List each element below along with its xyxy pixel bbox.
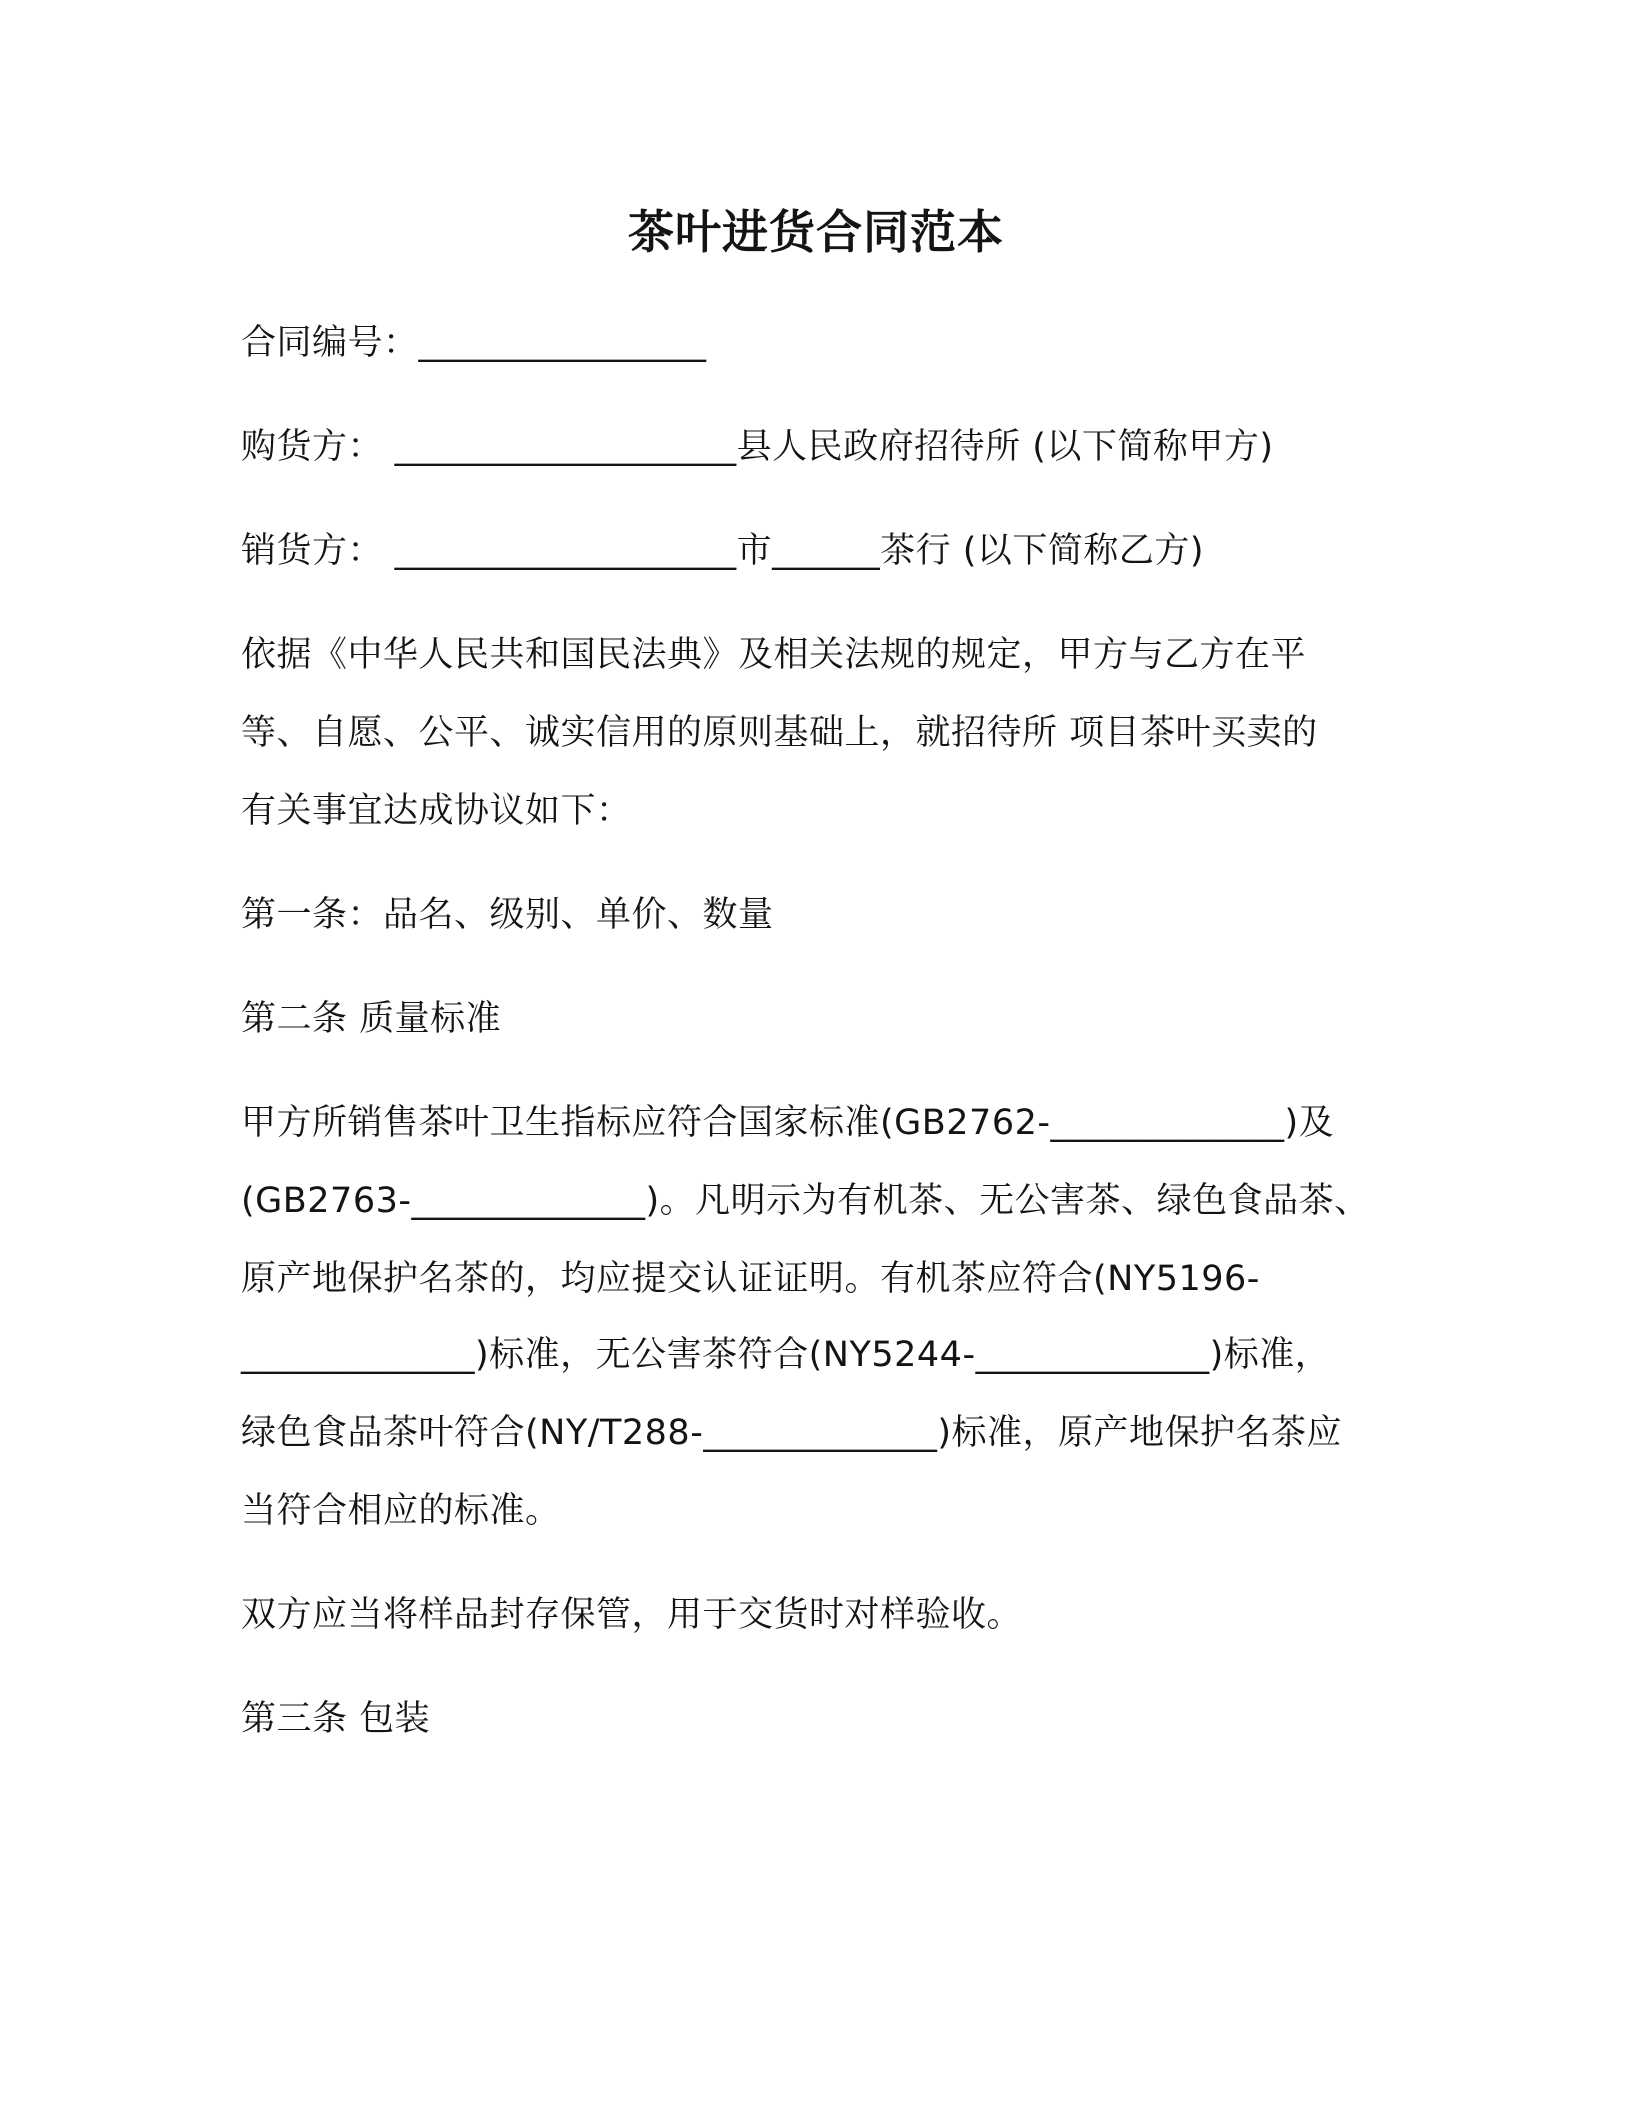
article-3-heading: 第三条 包装 — [241, 1699, 431, 1739]
article-2-heading: 第二条 质量标准 — [241, 999, 502, 1039]
preamble-line-3: 有关事宜达成协议如下： — [241, 791, 632, 831]
quality-paragraph-line-3: 原产地保护名茶的，均应提交认证证明。有机茶应符合(NY5196- — [241, 1259, 1260, 1299]
quality-paragraph-line-1: 甲方所销售茶叶卫生指标应符合国家标准(GB2762-_____________)及 — [241, 1103, 1335, 1143]
document-title: 茶叶进货合同范本 — [628, 205, 1004, 259]
article-1-heading: 第一条：品名、级别、单价、数量 — [241, 895, 774, 935]
quality-paragraph-line-6: 当符合相应的标准。 — [241, 1491, 561, 1531]
preamble-line-1: 依据《中华人民共和国民法典》及相关法规的规定，甲方与乙方在平 — [241, 635, 1307, 675]
contract-number-line: 合同编号：________________ — [241, 323, 707, 363]
seller-line: 销货方： ___________________市______茶行 (以下简称乙方) — [241, 531, 1205, 571]
quality-paragraph-line-4: _____________)标准，无公害茶符合(NY5244-_____________)标准， — [241, 1335, 1331, 1375]
sample-sealing-line: 双方应当将样品封存保管，用于交货时对样验收。 — [241, 1595, 1023, 1635]
preamble-line-2: 等、自愿、公平、诚实信用的原则基础上，就招待所 项目茶叶买卖的 — [241, 713, 1318, 753]
buyer-line: 购货方： ___________________县人民政府招待所 (以下简称甲方) — [241, 427, 1274, 467]
quality-paragraph-line-5: 绿色食品茶叶符合(NY/T288-_____________)标准，原产地保护名茶应 — [241, 1413, 1342, 1453]
quality-paragraph-line-2: (GB2763-_____________)。凡明示为有机茶、无公害茶、绿色食品茶、 — [241, 1181, 1370, 1221]
